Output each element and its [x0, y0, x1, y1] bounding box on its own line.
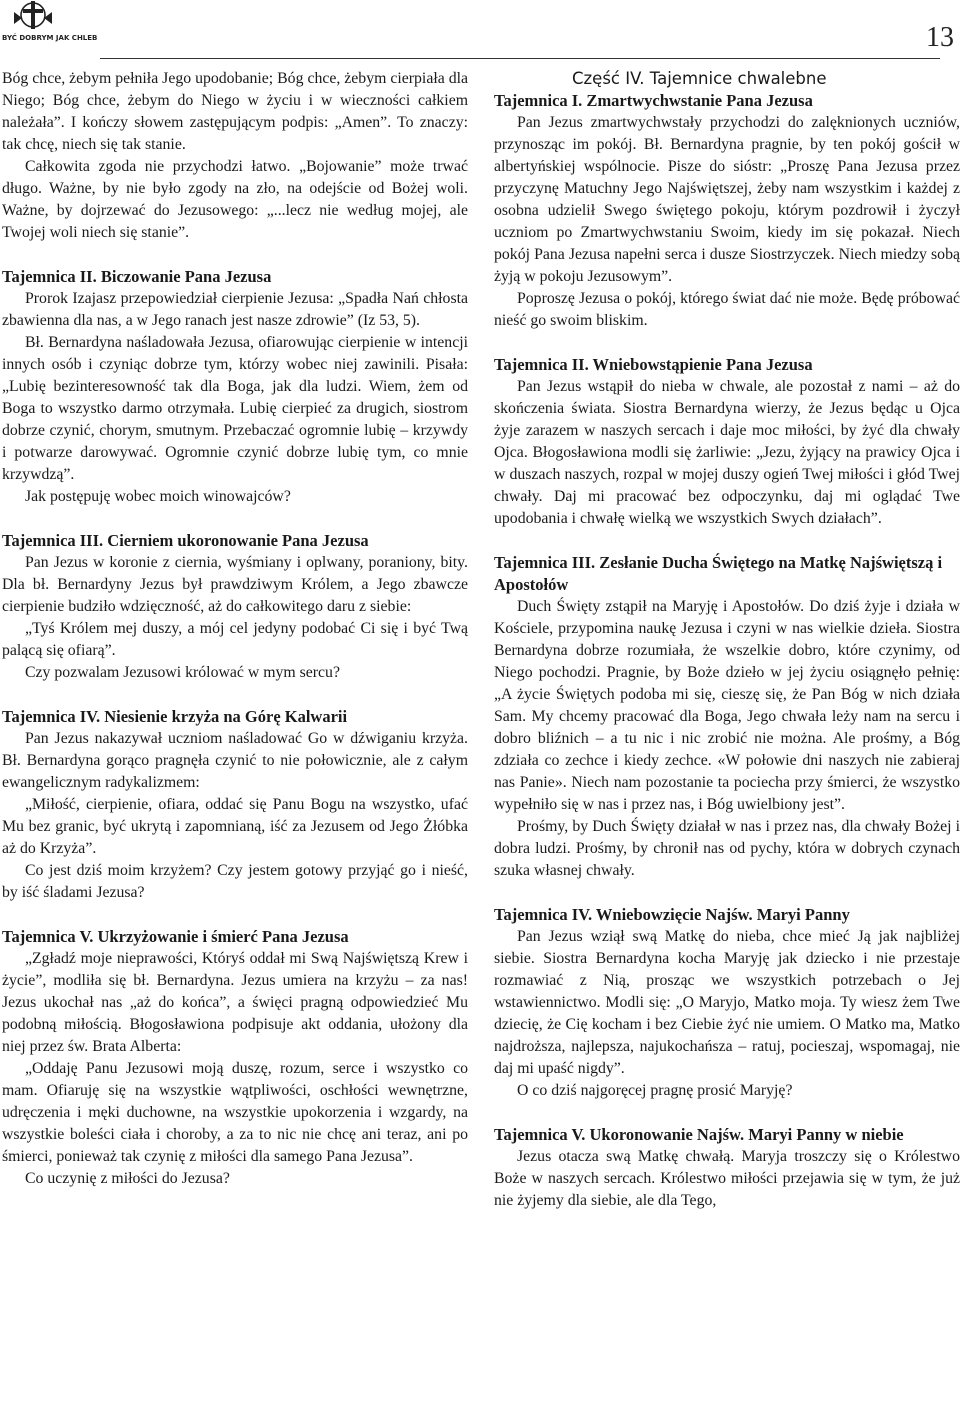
svg-text:BYĆ DOBRYM JAK CHLEB: BYĆ DOBRYM JAK CHLEB	[2, 34, 98, 42]
reflection-question: Poproszę Jezusa o pokój, którego świat dać nie może. Będę próbować nieść go swoim bliskim.	[494, 290, 960, 329]
section-heading: Tajemnica II. Wniebowstąpienie Pana Jezusa	[494, 355, 813, 374]
left-column	[2, 68, 468, 1190]
section-heading: Tajemnica V. Ukoronowanie Najśw. Maryi Panny w niebie	[494, 1125, 904, 1144]
paragraph: Pan Jezus nakazywał uczniom naśladować Go w dźwiganiu krzyża. Bł. Bernardyna gorąco pragnęła czynić to nie połowicznie, ale z całym ewangelicznym radykalizmem:	[2, 730, 468, 791]
paragraph: Prorok Izajasz przepowiedział cierpienie Jezusa: „Spadła Nań chłosta zbawienna dla nas, a w Jego ranach jest nasze zdrowie” (Iz 53, 5).	[2, 290, 468, 329]
section-heading: Tajemnica I. Zmartwychwstanie Pana Jezusa	[494, 91, 813, 110]
quote-paragraph: „Tyś Królem mej duszy, a mój cel jedyny podobać Ci się i być Twą palącą się ofiarą”.	[2, 620, 468, 659]
section-heading: Tajemnica III. Cierniem ukoronowanie Pana Jezusa	[2, 531, 369, 550]
section-heading: Tajemnica III. Zesłanie Ducha Świętego na Matkę Najświętszą i Apostołów	[494, 553, 943, 594]
section-heading: Tajemnica II. Biczowanie Pana Jezusa	[2, 267, 272, 286]
paragraph: Bóg chce, żebym pełniła Jego upodobanie; Bóg chce, żebym cierpiała dla Niego; Bóg chce, żebym do Niego w życiu i w wieczności całkiem należała”. I kończy słowem zastępującym podpis: „Amen”. To znaczy: tak chcę, niech się tak stanie.	[2, 70, 468, 153]
part-title: Część IV. Tajemnice chwalebne	[572, 69, 827, 88]
paragraph: Całkowita zgoda nie przychodzi łatwo. „Bojowanie” może trwać długo. Ważne, by nie było zgody na zło, na odejście od Bożej woli. Ważne, by dojrzewać do Jezusowego: „...lecz nie według mojej, ale Twojej woli niech się stanie”.	[2, 158, 468, 241]
cross-emblem-icon	[0, 0, 98, 44]
reflection-question: Co jest dziś moim krzyżem? Czy jestem gotowy przyjąć go i nieść, by iść śladami Jezusa?	[2, 862, 468, 901]
reflection-question: Co uczynię z miłości do Jezusa?	[25, 1170, 230, 1187]
right-column	[494, 68, 960, 1212]
mystery-section-5	[2, 926, 468, 1190]
header-rule	[100, 58, 940, 59]
section-heading: Tajemnica V. Ukrzyżowanie i śmierć Pana Jezusa	[2, 927, 349, 946]
paragraph: Pan Jezus w koronie z ciernia, wyśmiany i oplwany, poraniony, bity. Dla bł. Bernardyny Jezus był prawdziwym Królem, a Jego zbawcze cierpienie budziło wdzięczność, aż do całkowitego daru z siebie:	[2, 554, 468, 615]
glorious-mystery-2	[494, 354, 960, 530]
mystery-section-3	[2, 530, 468, 684]
quote-paragraph: „Oddaję Panu Jezusowi moją duszę, rozum, serce i wszystko co mam. Ofiaruję się na wszystkie wątpliwości, oschłości wewnętrzne, udręczenia i męki duchowne, na wszystkie upokorzenia i wzgardy, na wszystkie boleści ciała i choroby, a za to nic nie chcę ani teraz, ani po śmierci, ponieważ tak czynię z miłości dla samego Pana Jezusa”.	[2, 1060, 468, 1165]
mystery-section-2	[2, 266, 468, 508]
reflection-question: Jak postępuję wobec moich winowajców?	[25, 488, 291, 505]
glorious-mystery-4	[494, 904, 960, 1102]
paragraph: Jezus otacza swą Matkę chwałą. Maryja troszczy się o Królestwo Boże w naszych sercach. Królestwo miłości przejawia się w tym, że już nie żyjemy dla siebie, ale dla Tego,	[494, 1148, 960, 1209]
page-number: 13	[926, 22, 954, 53]
paragraph: Pan Jezus wstąpił do nieba w chwale, ale pozostał z nami – aż do skończenia świata. Siostra Bernardyna wierzy, że Jezus będąc u Ojca żyje zarazem w naszych sercach i daje moc miłości, by żyć dla chwały Ojca. Błogosławiona modli się żarliwie: „Jezu, żyjący na prawicy Ojca i w duszach naszych, rozpal w mojej duszy ogień Twej miłości i głód Twej chwały. Daj mi pracować bez odpoczynku, daj mi oglądać Twe upodobania i chwałę wielką we wszystkich Swych działach”.	[494, 378, 960, 527]
glorious-mystery-5	[494, 1124, 960, 1212]
paragraph: Duch Święty zstąpił na Maryję i Apostołów. Do dziś żyje i działa w Kościele, przypomina naukę Jezusa i czyni w nas wielkie dzieła. Siostra Bernardyna dobrze rozumiała, że wszelkie dobro, które czynimy, od Niego pochodzi. Pragnie, by Boże dzieło w jej życiu osiągnęło pełnię: „A życie Świętych podoba mi się, cieszę się, że Pan Bóg w nich działa Sam. My chcemy pracować dla Boga, Jego chwała leży nam na sercu i dobro bliźnich – a tu nic i nic zrobić nie można. Ale prośmy, a Bóg zdziała co zechce i kiedy zechce. «W połowie dni naszych nie zabieraj nas Panie». Niech nam pozostanie ta pociecha przy śmierci, że wszystko wypełniło się w nas i przez nas, i Bóg uwielbiony jest”.	[494, 598, 960, 813]
quote-paragraph: „Miłość, cierpienie, ofiara, oddać się Panu Bogu na wszystko, ufać Mu bez granic, być ukrytą i zapomnianą, iść za Jezusem od Jego Żłóbka aż do Krzyża”.	[2, 796, 468, 857]
paragraph: Bł. Bernardyna naśladowała Jezusa, ofiarowując cierpienie w intencji innych osób i czyniąc dobrze tym, którzy wobec niej zawinili. Pisała: „Lubię bezinteresowność tak dla Boga, jak dla ludzi. Wiem, żem od Boga to wszystko darmo otrzymała. Lubię cierpieć za drugich, siostrom dobrze czynić, chorym, smutnym. Przebaczać ogromnie lubię – krzywdy i potwarze darowywać. Ogromnie czynić dobrze lubię tym, co mnie krzywdzą”.	[2, 334, 468, 483]
paragraph: Pan Jezus wziął swą Matkę do nieba, chce mieć Ją jak najbliżej siebie. Siostra Bernardyna kocha Maryję jak dziecko i nie przestaje rozmawiać z Nią, prosząc we wszystkich potrzebach o Jej wstawiennictwo. Modli się: „O Maryjo, Matko moja. Ty wiesz żem Twe dziecię, że Cię kocham i bez Ciebie żyć nie umiem. O Matko ma, Matko najdroższa, najlepsza, najukochańsza – ratuj, pocieszaj, wspomagaj, nie daj mi upaść nigdy”.	[494, 928, 960, 1077]
section-heading: Tajemnica IV. Niesienie krzyża na Górę Kalwarii	[2, 707, 348, 726]
glorious-mystery-3	[494, 552, 960, 882]
section-heading: Tajemnica IV. Wniebowzięcie Najśw. Maryi Panny	[494, 905, 850, 924]
mystery-section-4	[2, 706, 468, 904]
reflection-question: O co dziś najgoręcej pragnę prosić Maryję?	[517, 1082, 793, 1099]
reflection-question: Czy pozwalam Jezusowi królować w mym sercu?	[25, 664, 340, 681]
reflection-question: Prośmy, by Duch Święty działał w nas i przez nas, dla chwały Bożej i dobra ludzi. Prośmy, by chronił nas od pychy, która w dobrych czynach szuka własnej chwały.	[494, 818, 960, 879]
paragraph: „Zgładź moje nieprawości, Któryś oddał mi Swą Najświętszą Krew i życie”, modliła się bł. Bernardyna. Jezus umiera na krzyżu – za nas! Jezus ukochał nas „aż do końca”, a święci pragną odpowiedzieć Mu podobną miłością. Błogosławiona podpisuje akt oddania, ułożony dla niej przez św. Brata Alberta:	[2, 950, 468, 1055]
paragraph: Pan Jezus zmartwychwstały przychodzi do zalęknionych uczniów, przynosząc im pokój. Bł. Bernardyna pragnie, by ten pokój gościł w albertyńskiej wspólnocie. Pisze do sióstr: „Proszę Pana Jezusa przez przyczynę Matuchny Jego Najświętszej, żeby nam wszystkim i każdej z osobna udzielił Swego świętego pokoju, którym pozdrowił i życzył uczniom po Zmartwychwstaniu Swoim, kiedy im się pokazał. Niech pokój Pana Jezusa napełni serca i dusze Siostrzyczek. Niech miedzy sobą żyją w pokoju Jezusowym”.	[494, 114, 960, 285]
glorious-mystery-1	[494, 90, 960, 332]
publication-logo	[0, 0, 98, 44]
